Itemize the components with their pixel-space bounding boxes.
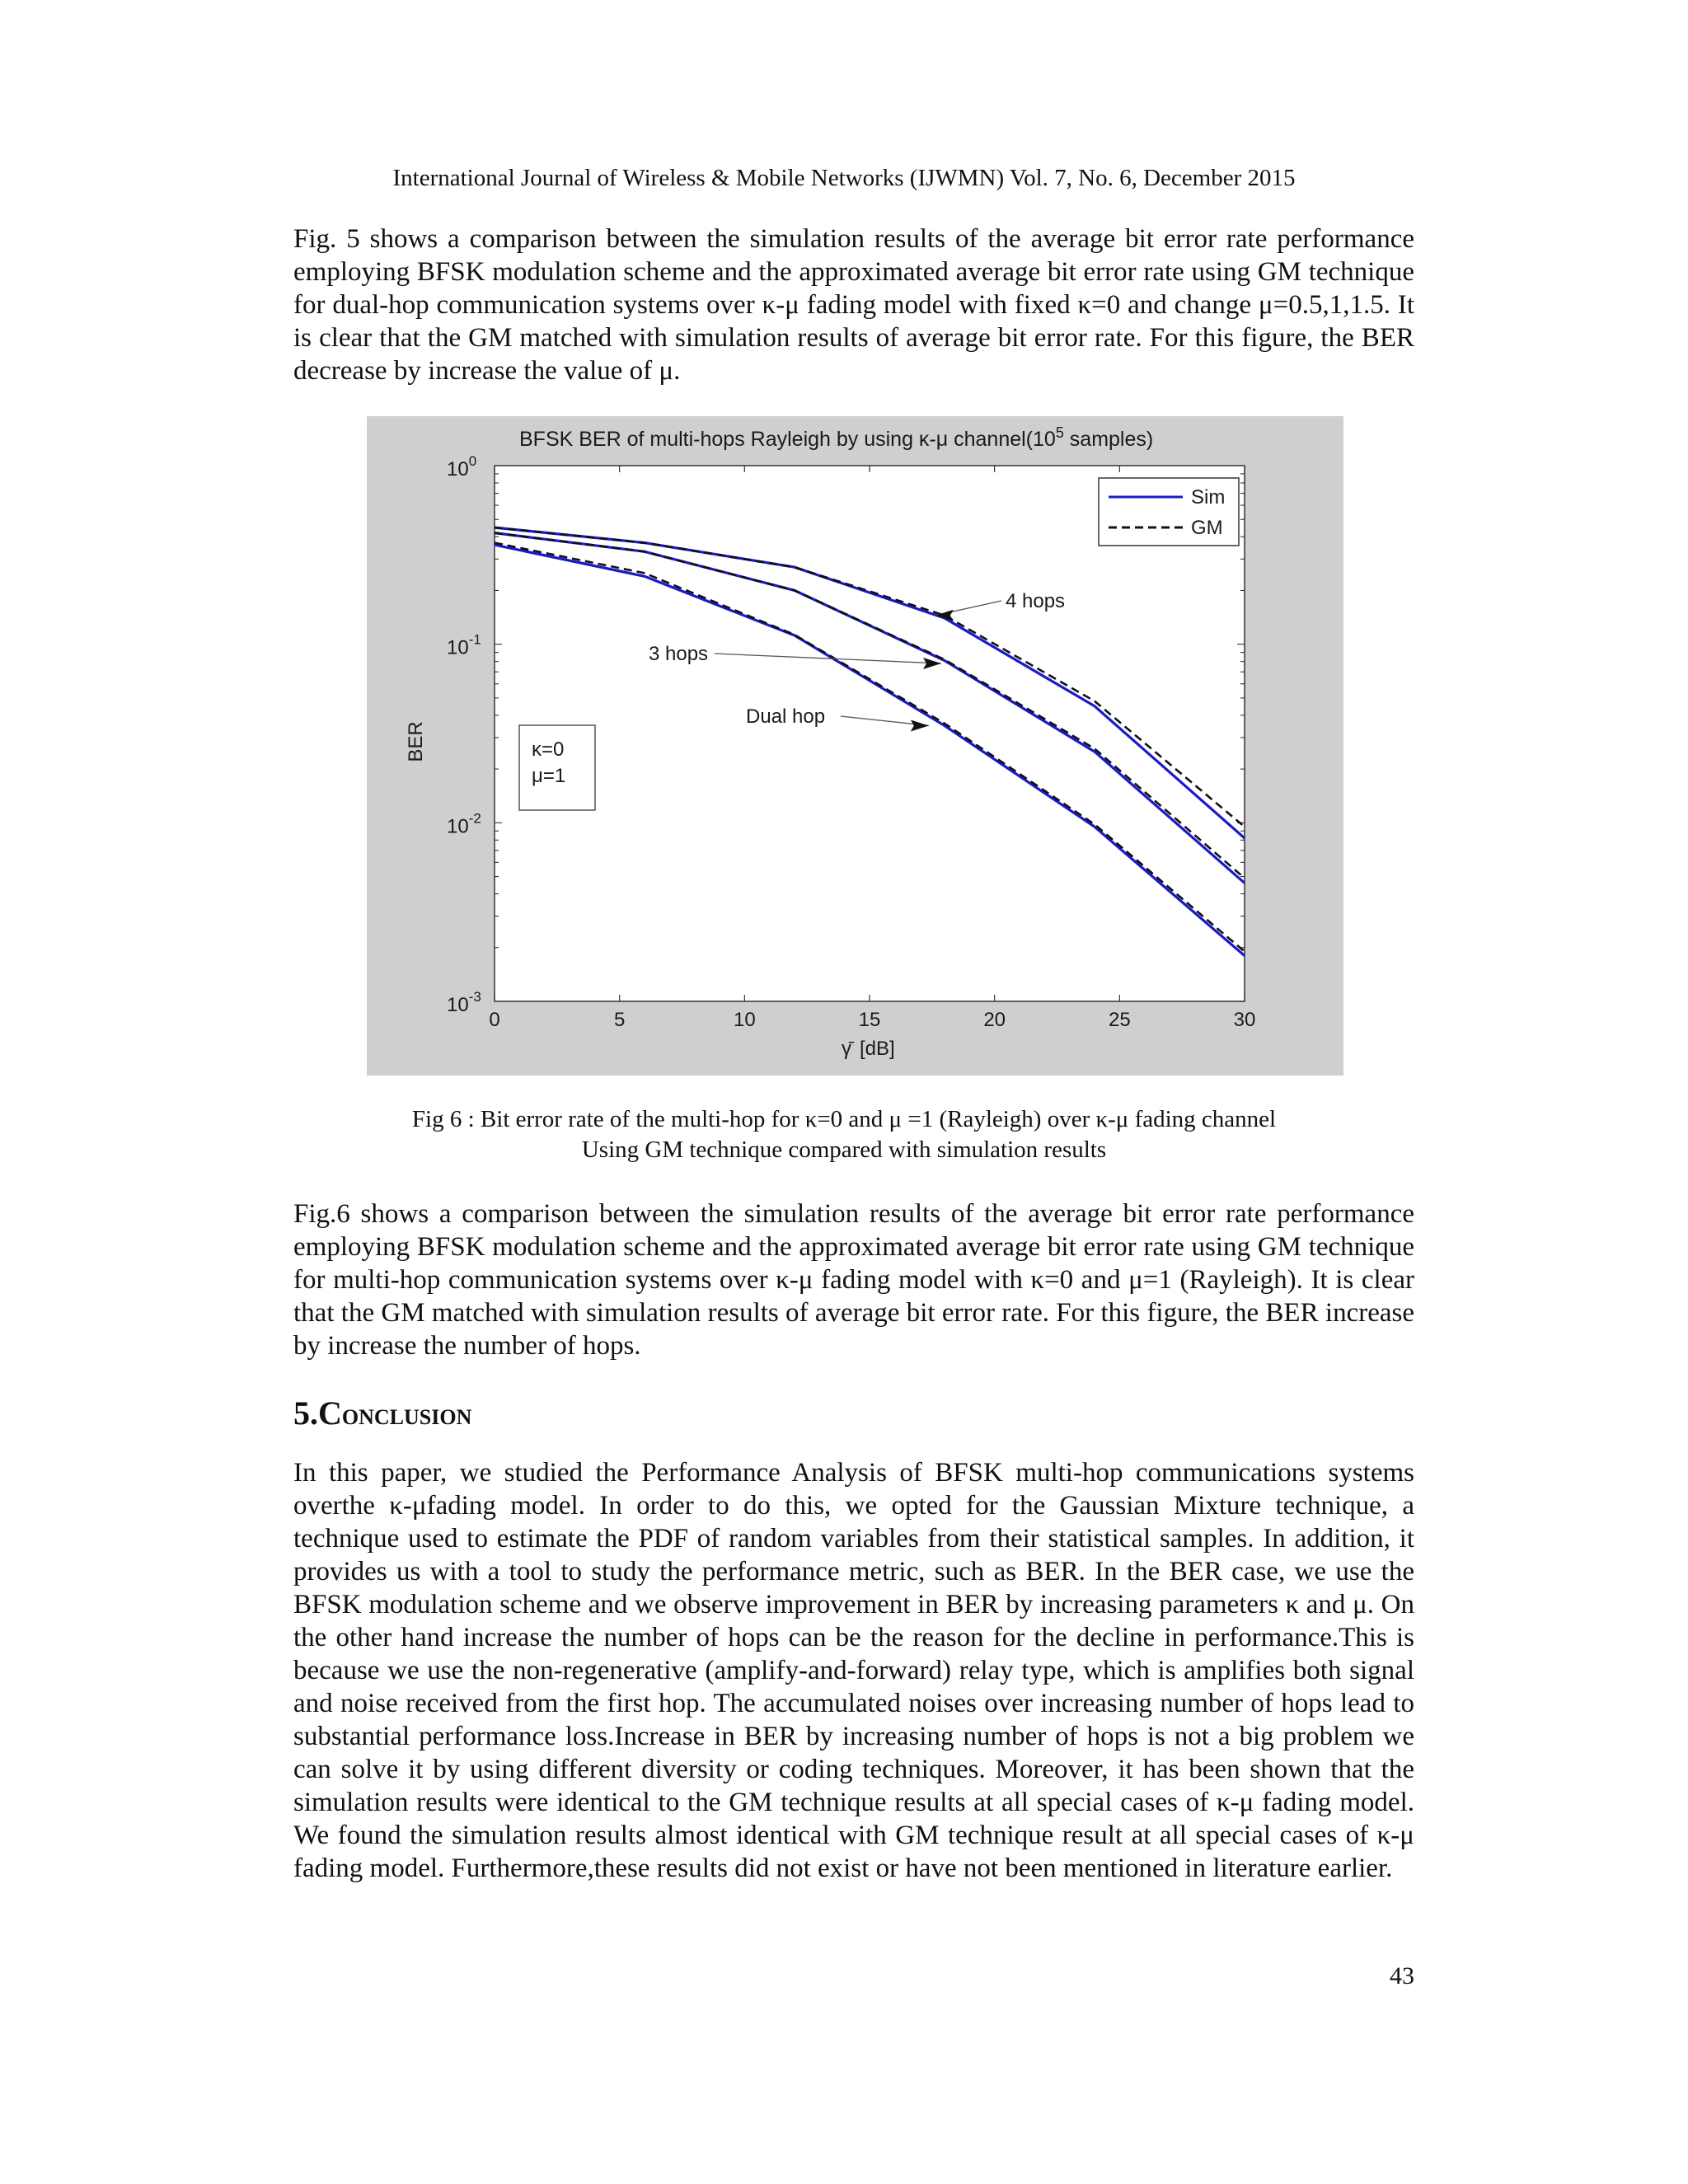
annotation-label: 4 hops <box>1006 590 1066 612</box>
x-tick-label: 30 <box>1233 1009 1256 1031</box>
x-tick-label: 5 <box>613 1009 626 1031</box>
page-number: 43 <box>1390 1962 1414 1990</box>
kappa-param: κ=0 <box>532 738 565 761</box>
annotation-label: Dual hop <box>746 705 826 728</box>
section-heading-conclusion <box>293 1395 471 1433</box>
legend-gm-label: GM <box>1191 517 1223 539</box>
running-header: International Journal of Wireless & Mobile Networks (IJWMN) Vol. 7, No. 6, December 2015 <box>392 165 1296 191</box>
x-tick-label: 0 <box>489 1009 500 1031</box>
paragraph-fig6-discussion: Fig.6 shows a comparison between the simulation results of the average bit error rate performance employing BFSK modulation scheme and the approximated average bit error rate using GM technique for multi-hop communication systems over κ-μ fading model with κ=0 and μ=1 (Rayleigh). It is clear that the GM matched with simulation results of average bit error rate. For this figure, the BER increase by increase the number of hops. <box>293 1199 1414 1361</box>
figure-caption-line2: Using GM technique compared with simulation results <box>581 1137 1107 1163</box>
y-tick-label: $10^{-3}$ <box>447 989 481 1016</box>
section-heading-rest: onclusion <box>341 1398 472 1432</box>
figure-caption-line1: Fig 6 : Bit error rate of the multi-hop for κ=0 and μ =1 (Rayleigh) over κ-μ fading channel <box>411 1106 1277 1132</box>
figure-6 <box>367 416 1343 1076</box>
y-tick-label: $10^{-1}$ <box>447 631 481 659</box>
y-tick-label: $10^{-2}$ <box>447 810 481 838</box>
y-axis-label: BER <box>405 721 427 762</box>
x-axis-label <box>842 1038 895 1060</box>
paragraph-fig5-discussion: Fig. 5 shows a comparison between the simulation results of the average bit error rate performance employing BFSK modulation scheme and the approximated average bit error rate using GM technique for dual-hop communication systems over κ-μ fading model with fixed κ=0 and change μ=0.5,1,1.5. It is clear that the GM matched with simulation results of average bit error rate. For this figure, the BER decrease by increase the value of μ. <box>293 224 1414 386</box>
gamma-bar-symbol: γ̄ <box>842 1038 851 1060</box>
chart-title: BFSK BER of multi-hops Rayleigh by using κ-μ $channel(10^5$ samples) <box>519 424 1154 451</box>
mu-param: μ=1 <box>532 765 566 787</box>
x-tick-label: 10 <box>733 1009 756 1031</box>
annotation-label: 3 hops <box>649 643 709 665</box>
legend <box>1099 478 1239 546</box>
y-tick-label: $10^0$ <box>447 453 477 480</box>
ber-chart <box>367 416 1343 1076</box>
params-box <box>519 725 595 810</box>
x-tick-label: 25 <box>1108 1009 1131 1031</box>
paragraph-conclusion: In this paper, we studied the Performance Analysis of BFSK multi-hop communications systems overthe κ-μfading model. In order to do this, we opted for the Gaussian Mixture technique, a technique used to estimate the PDF of random variables from their statistical samples. In addition, it provides us with a tool to study the performance metric, such as BER. In the BER case, we use the BFSK modulation scheme and we observe improvement in BER by increasing parameters κ and μ. On the other hand increase the number of hops can be the reason for the decline in performance.This is because we use the non-regenerative (amplify-and-forward) relay type, which is amplifies both signal and noise received from the first hop. The accumulated noises over increasing number of hops lead to substantial performance loss.Increase in BER by increasing number of hops is not a big problem we can solve it by using different diversity or coding techniques. Moreover, it has been shown that the simulation results were identical to the GM technique results at all special cases of κ-μ fading model. We found the simulation results almost identical with GM technique result at all special cases of κ-μ fading model. Furthermore,these results did not exist or have not been mentioned in literature earlier. <box>293 1458 1415 1883</box>
legend-sim-label: Sim <box>1191 486 1226 509</box>
x-tick-label: 20 <box>983 1009 1006 1031</box>
x-axis-unit: [dB] <box>860 1038 895 1060</box>
section-heading-initial: 5.C <box>293 1394 342 1432</box>
x-tick-label: 15 <box>858 1009 881 1031</box>
